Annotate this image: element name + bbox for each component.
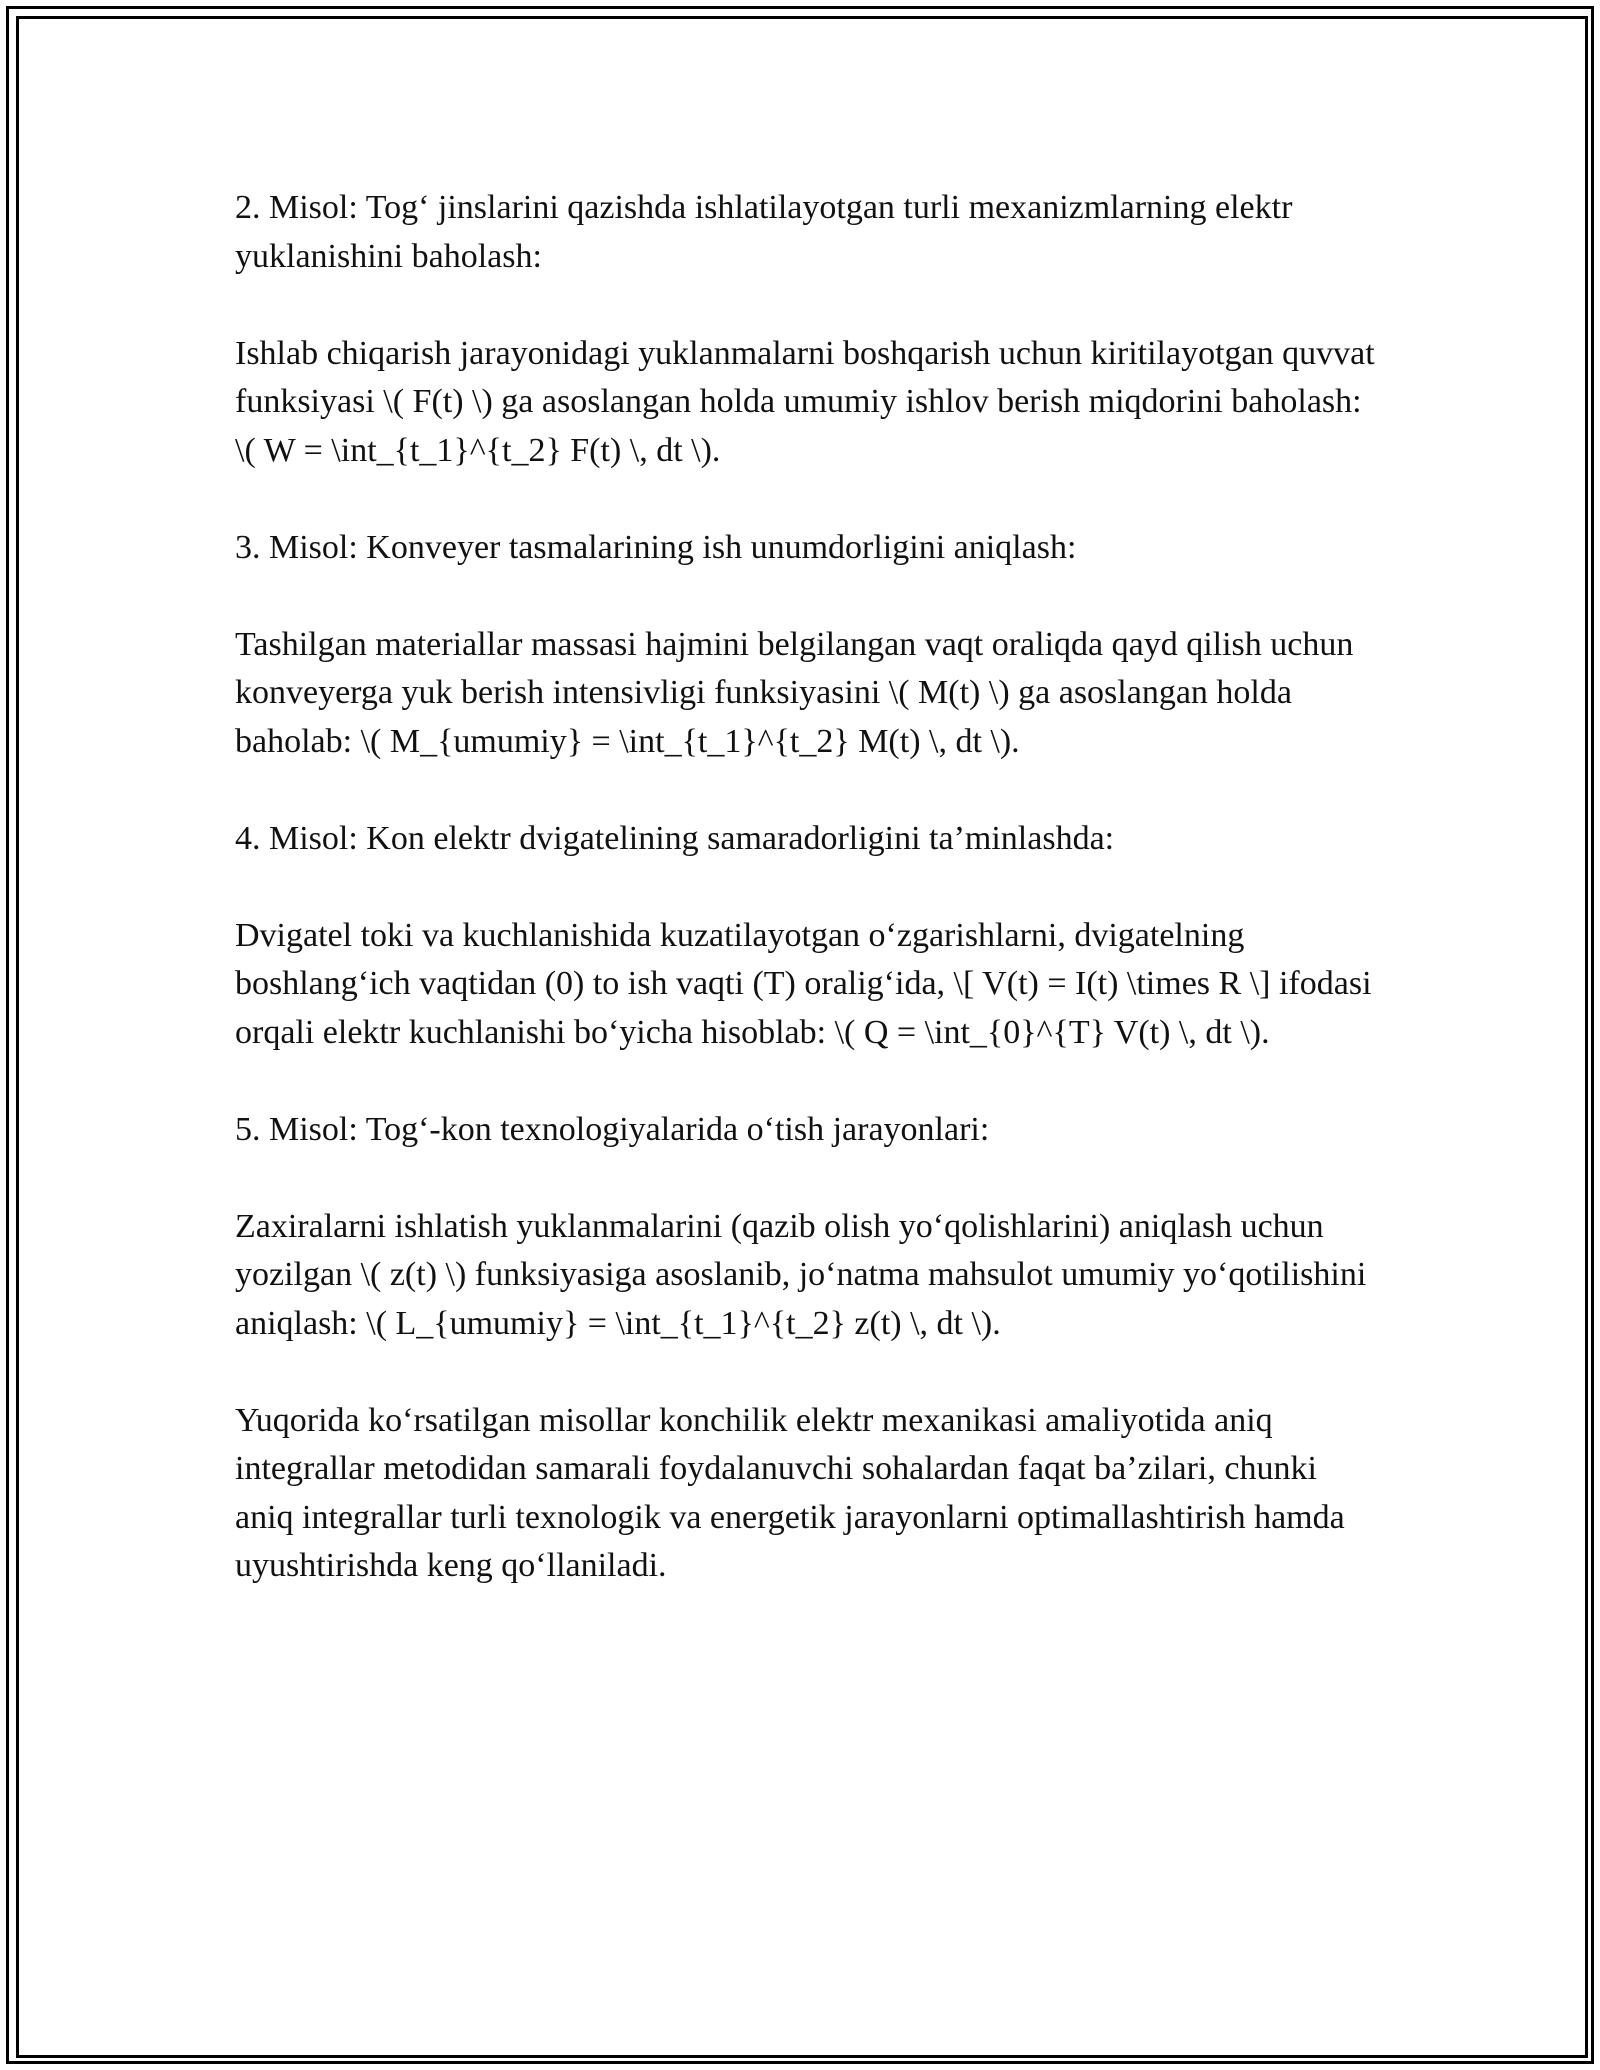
example-5-body: Zaxiralarni ishlatish yuklanmalarini (qazib olish yo‘qolishlarini) aniqlash uchun yozilgan \( z(t) \) funksiyasiga asoslanib, jo‘natma mahsulot umumiy yo‘qotilishini aniqlash: \( L_{umumiy} = \int_{t_1}^{t_2} z(t) \, dt \). [235, 1207, 1367, 1342]
conclusion-paragraph: Yuqorida ko‘rsatilgan misollar konchilik elektr mexanikasi amaliyotida aniq integrallar metodidan samarali foydalanuvchi sohalardan faqat ba’zilari, chunki aniq integrallar turli texnologik va energetik jarayonlarni optimallashtirish hamda uyushtirishda keng qo‘llaniladi. [235, 1401, 1345, 1584]
example-4-heading: 4. Misol: Kon elektr dvigatelining samaradorligini ta’minlashda: [235, 819, 1115, 857]
example-2-body: Ishlab chiqarish jarayonidagi yuklanmalarni boshqarish uchun kiritilayotgan quvvat funksiyasi \( F(t) \) ga asoslangan holda umumiy ishlov berish miqdorini baholash: \( W = \int_{t_1}^{t_2} F(t) \, dt \). [235, 334, 1375, 469]
document-body [235, 184, 1375, 1639]
example-2-heading: 2. Misol: Tog‘ jinslarini qazishda ishlatilayotgan turli mexanizmlarning elektr yuklanishini baholash: [235, 189, 1293, 275]
example-5-heading: 5. Misol: Tog‘-kon texnologiyalarida o‘tish jarayonlari: [235, 1110, 990, 1148]
example-3-body: Tashilgan materiallar massasi hajmini belgilangan vaqt oraliqda qayd qilish uchun konveyerga yuk berish intensivligi funksiyasini \( M(t) \) ga asoslangan holda baholab: \( M_{umumiy} = \int_{t_1}^{t_2} M(t) \, dt \). [235, 625, 1354, 760]
example-4-body: Dvigatel toki va kuchlanishida kuzatilayotgan o‘zgarishlarni, dvigatelning boshlang‘ich vaqtidan (0) to ish vaqti (T) oralig‘ida, \[ V(t) = I(t) \times R \] ifodasi orqali elektr kuchlanishi bo‘yicha hisoblab: \( Q = \int_{0}^{T} V(t) \, dt \). [235, 916, 1372, 1051]
example-3-heading: 3. Misol: Konveyer tasmalarining ish unumdorligini aniqlash: [235, 528, 1077, 566]
